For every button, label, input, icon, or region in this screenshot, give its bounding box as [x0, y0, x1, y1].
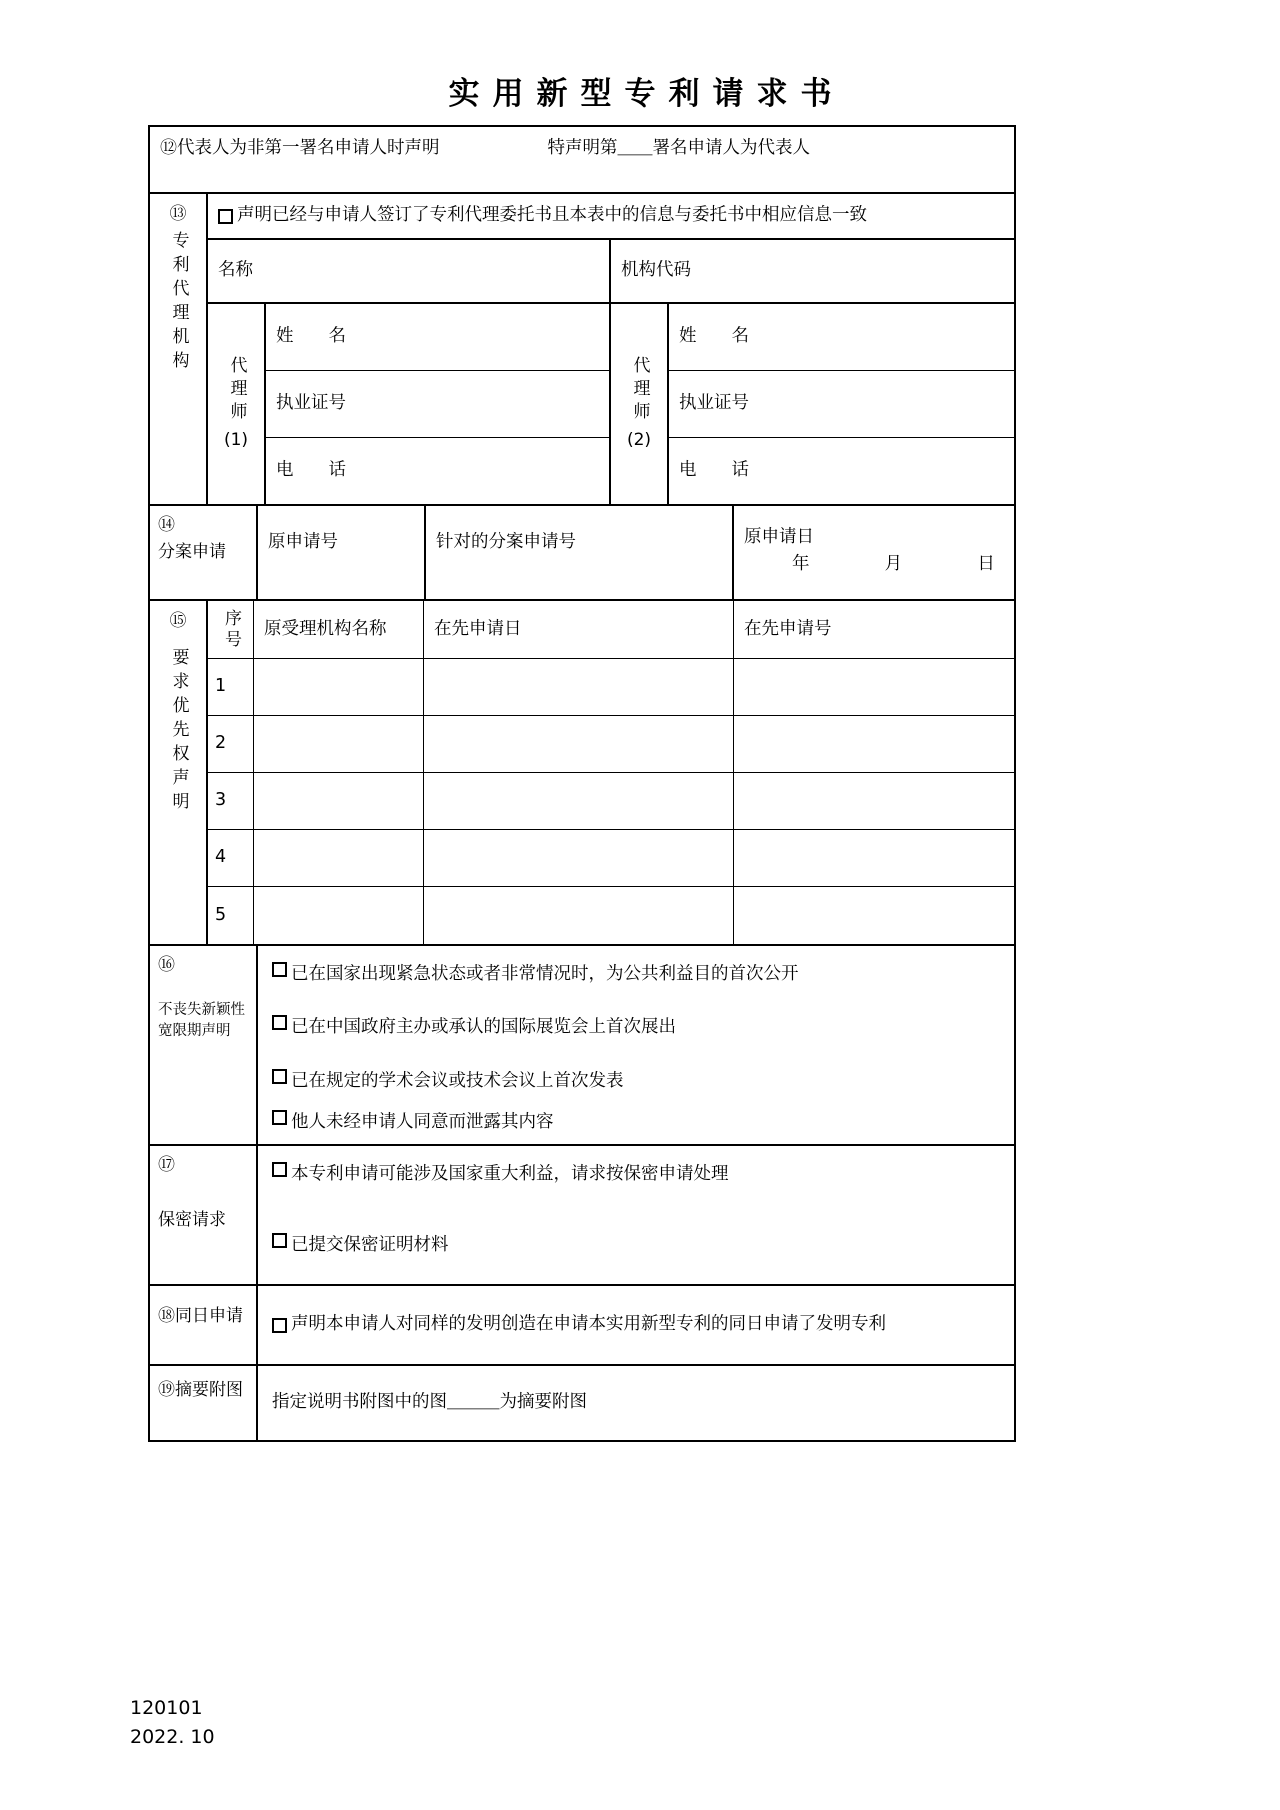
divisional-application-number-label: 针对的分案申请号	[436, 532, 576, 552]
agent-1-license-field[interactable]	[266, 371, 609, 438]
checkbox-icon[interactable]	[272, 1318, 287, 1333]
section-14-label: 分案申请	[158, 541, 226, 562]
abstract-figure-text: 指定说明书附图中的图＿＿＿为摘要附图	[272, 1392, 587, 1413]
agent-2-phone-label: 电 话	[679, 460, 749, 481]
agent-1-title: 代理师	[226, 355, 247, 425]
section-12-number: ⑫	[160, 138, 177, 158]
priority-row-seq: 3	[208, 773, 254, 829]
section-16-options	[258, 946, 1014, 1144]
section-19-label-column	[150, 1366, 258, 1440]
agency-declaration-row	[208, 194, 1014, 240]
priority-row-number-input[interactable]	[734, 716, 1014, 772]
section-12-statement[interactable]: 特声明第＿＿署名申请人为代表人	[547, 138, 810, 158]
confidentiality-option-2[interactable]: 已提交保密证明材料	[272, 1233, 1004, 1258]
agency-name-row	[208, 240, 1014, 304]
agent-1-name-label: 姓 名	[276, 326, 346, 347]
section-13-number: ⑬	[169, 204, 187, 224]
agent-1-index: (1)	[223, 429, 249, 450]
table-row	[208, 887, 1014, 944]
agent-2-fields	[669, 304, 1014, 504]
section-13	[150, 194, 1014, 506]
section-12-content	[150, 127, 1014, 192]
section-17-number: ⑰	[158, 1155, 175, 1175]
section-15	[150, 601, 1014, 946]
agent-2-license-field[interactable]	[669, 371, 1014, 438]
original-application-date-field[interactable]	[734, 506, 1014, 599]
table-row	[208, 716, 1014, 773]
agent-1-title-column	[208, 304, 266, 504]
agent-2-license-label: 执业证号	[679, 393, 749, 414]
original-application-date-label: 原申请日	[744, 527, 814, 547]
priority-row-seq: 5	[208, 887, 254, 944]
same-day-application-option[interactable]: 声明本申请人对同样的发明创造在申请本实用新型专利的同日申请了发明专利	[272, 1312, 886, 1337]
novelty-option-4[interactable]: 他人未经申请人同意而泄露其内容	[272, 1110, 1004, 1135]
section-17-options	[258, 1146, 1014, 1284]
section-17	[150, 1146, 1014, 1286]
priority-col-office: 原受理机构名称	[254, 601, 424, 658]
agent-1-phone-field[interactable]	[266, 438, 609, 504]
novelty-option-1[interactable]: 已在国家出现紧急状态或者非常情况时，为公共利益目的首次公开	[272, 962, 1004, 987]
priority-row-office-input[interactable]	[254, 830, 424, 886]
priority-row-office-input[interactable]	[254, 887, 424, 944]
priority-row-number-input[interactable]	[734, 773, 1014, 829]
form-footer	[130, 1694, 215, 1753]
section-15-label: 要求优先权声明	[168, 647, 189, 816]
checkbox-icon[interactable]	[272, 1233, 287, 1248]
agency-code-label: 机构代码	[621, 260, 691, 281]
patent-request-form	[148, 125, 1016, 1442]
agent-2-title-column	[611, 304, 669, 504]
agency-code-field[interactable]	[611, 240, 1014, 302]
date-month-label: 月	[884, 554, 903, 575]
priority-row-office-input[interactable]	[254, 659, 424, 715]
novelty-option-3[interactable]: 已在规定的学术会议或技术会议上首次发表	[272, 1069, 1004, 1094]
table-row	[208, 773, 1014, 830]
priority-row-office-input[interactable]	[254, 716, 424, 772]
priority-row-date-input[interactable]	[424, 773, 734, 829]
priority-row-date-input[interactable]	[424, 830, 734, 886]
agent-2-block	[611, 304, 1014, 504]
priority-table	[208, 601, 1014, 944]
section-18-label-column	[150, 1286, 258, 1364]
priority-row-office-input[interactable]	[254, 773, 424, 829]
priority-row-date-input[interactable]	[424, 887, 734, 944]
priority-row-seq: 4	[208, 830, 254, 886]
novelty-option-2[interactable]: 已在中国政府主办或承认的国际展览会上首次展出	[272, 1015, 1004, 1040]
confidentiality-option-1[interactable]: 本专利申请可能涉及国家重大利益，请求按保密申请处理	[272, 1162, 1004, 1187]
agent-1-block	[208, 304, 611, 504]
date-day-label: 日	[977, 554, 995, 575]
table-row	[208, 659, 1014, 716]
checkbox-icon[interactable]	[272, 1110, 287, 1125]
section-13-label: 专利代理机构	[168, 230, 189, 375]
checkbox-icon[interactable]	[272, 1162, 287, 1177]
agent-2-name-field[interactable]	[669, 304, 1014, 371]
priority-col-seq: 序号	[208, 601, 254, 658]
form-date: 2022. 10	[130, 1726, 215, 1749]
agency-name-field[interactable]	[208, 240, 611, 302]
priority-row-date-input[interactable]	[424, 659, 734, 715]
section-17-label: 保密请求	[158, 1209, 226, 1230]
checkbox-icon[interactable]	[272, 1015, 287, 1030]
priority-row-seq: 1	[208, 659, 254, 715]
section-18-label: 同日申请	[175, 1306, 243, 1326]
section-19-label: 摘要附图	[175, 1380, 243, 1400]
priority-col-number: 在先申请号	[744, 618, 832, 639]
priority-row-number-input[interactable]	[734, 830, 1014, 886]
form-code: 120101	[130, 1697, 203, 1719]
section-12	[150, 127, 1014, 194]
agents-row	[208, 304, 1014, 504]
checkbox-icon[interactable]	[272, 1069, 287, 1084]
section-19	[150, 1366, 1014, 1440]
section-16	[150, 946, 1014, 1146]
agency-name-label: 名称	[218, 260, 253, 281]
section-12-label: 代表人为非第一署名申请人时声明	[177, 138, 440, 158]
section-13-label-column	[150, 194, 208, 504]
section-16-label: 不丧失新颖性宽限期声明	[158, 1001, 245, 1040]
checkbox-icon[interactable]	[218, 209, 233, 224]
section-15-number: ⑮	[169, 611, 187, 631]
original-application-number-field[interactable]	[258, 506, 426, 599]
section-15-label-column	[150, 601, 208, 944]
section-14-label-column	[150, 506, 258, 599]
priority-row-number-input[interactable]	[734, 887, 1014, 944]
agent-1-fields	[266, 304, 609, 504]
agent-2-title: 代理师	[629, 355, 650, 425]
section-14-number: ⑭	[158, 515, 175, 535]
agent-2-index: (2)	[626, 429, 652, 450]
page-title: 实用新型专利请求书	[448, 76, 845, 112]
section-16-label-column	[150, 946, 258, 1144]
section-18-options	[258, 1286, 1014, 1364]
priority-row-date-input[interactable]	[424, 716, 734, 772]
original-application-number-label: 原申请号	[268, 532, 338, 552]
abstract-figure-field[interactable]	[258, 1366, 1014, 1440]
section-19-number: ⑲	[158, 1380, 175, 1400]
section-18-number: ⑱	[158, 1306, 175, 1326]
priority-row-number-input[interactable]	[734, 659, 1014, 715]
agent-2-phone-field[interactable]	[669, 438, 1014, 504]
date-year-label: 年	[792, 554, 810, 575]
table-row	[208, 830, 1014, 887]
section-16-number: ⑯	[158, 955, 175, 975]
agent-1-license-label: 执业证号	[276, 393, 346, 414]
section-14	[150, 506, 1014, 601]
agency-declaration-option[interactable]	[218, 203, 867, 228]
agent-1-name-field[interactable]	[266, 304, 609, 371]
agency-declaration-text: 声明已经与申请人签订了专利代理委托书且本表中的信息与委托书中相应信息一致	[237, 205, 867, 226]
section-18	[150, 1286, 1014, 1366]
divisional-application-number-field[interactable]	[426, 506, 734, 599]
section-13-body	[208, 194, 1014, 504]
agent-2-name-label: 姓 名	[679, 326, 749, 347]
priority-table-header	[208, 601, 1014, 659]
section-17-label-column	[150, 1146, 258, 1284]
checkbox-icon[interactable]	[272, 962, 287, 977]
priority-row-seq: 2	[208, 716, 254, 772]
priority-col-date: 在先申请日	[424, 601, 734, 658]
agent-1-phone-label: 电 话	[276, 460, 346, 481]
